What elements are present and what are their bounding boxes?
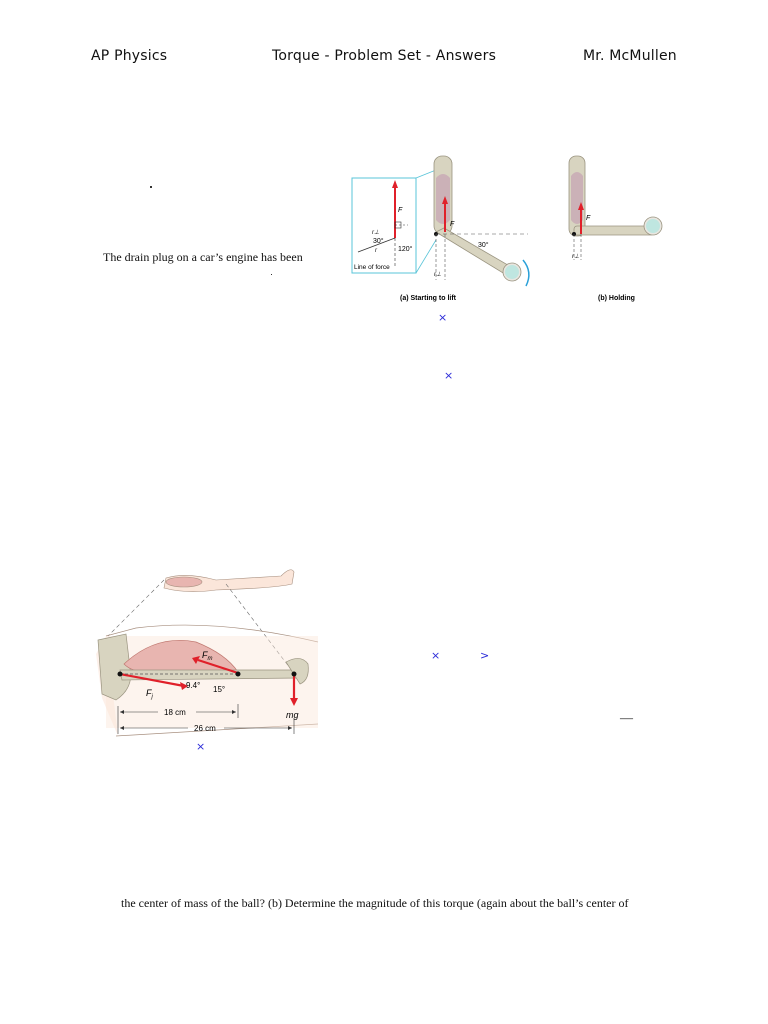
header-course: AP Physics: [91, 48, 168, 64]
stray-dot: [271, 274, 272, 275]
arm-lifting-figure: [348, 150, 678, 310]
forearm-figure: [96, 558, 321, 743]
force-label-b: F: [586, 215, 591, 222]
dash-mark: —: [620, 710, 633, 725]
dist-26cm: 26 cm: [194, 724, 216, 733]
fj-label: $F_j$: [146, 688, 153, 700]
inset-box: [352, 178, 416, 273]
inset-force-label: F: [398, 207, 403, 214]
header-title: Torque - Problem Set - Answers: [272, 48, 497, 64]
ball-torque-text: the center of mass of the ball? (b) Determine the magnitude of this torque (again about the ball’s center of: [121, 896, 629, 910]
stray-dot: [150, 186, 152, 188]
dist-18cm: 18 cm: [164, 708, 186, 717]
fm-label: $F_m$: [202, 650, 213, 662]
label-a: (a) Starting to lift: [400, 295, 456, 302]
label-b: (b) Holding: [598, 295, 635, 302]
times-mark-1: ×: [438, 311, 448, 324]
force-label-a: F: [450, 221, 455, 228]
r-perp-label-a: r⊥: [434, 272, 442, 278]
times-mark-2: ×: [444, 369, 454, 382]
inset-angle-label: 30°: [373, 238, 384, 245]
mg-label: mg: [286, 710, 299, 720]
line-of-force-label: Line of force: [354, 264, 390, 271]
times-mark-3: ×: [431, 649, 441, 662]
r-perp-label-b: r⊥: [572, 254, 580, 260]
angle-9-4: 9.4°: [186, 681, 201, 690]
header-teacher: Mr. McMullen: [583, 48, 677, 64]
inset-r-perp: r⊥: [372, 230, 380, 236]
greater-mark: >: [480, 649, 490, 662]
inset-angle2-label: 120°: [398, 246, 413, 253]
angle-15: 15°: [213, 685, 226, 694]
drain-plug-text: The drain plug on a car’s engine has been: [103, 250, 303, 264]
times-mark-4: ×: [196, 740, 206, 753]
inset-r: r: [375, 248, 377, 254]
angle-main-label: 30°: [478, 242, 489, 249]
